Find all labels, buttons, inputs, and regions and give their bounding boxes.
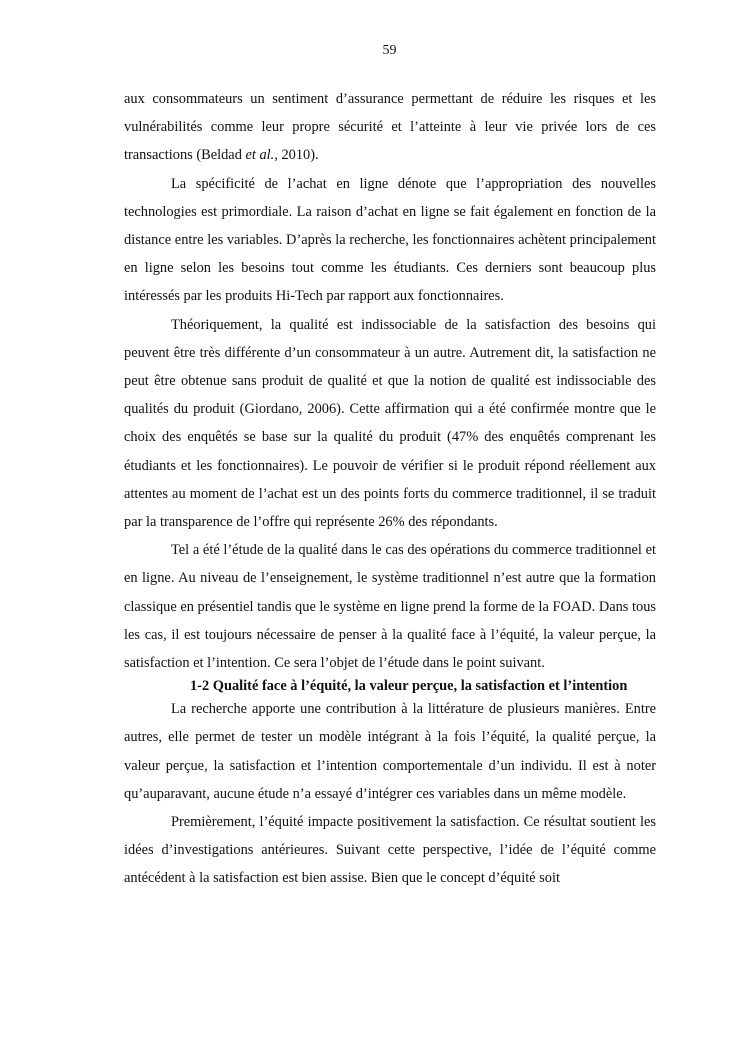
paragraph-2: La spécificité de l’achat en ligne dénote que l’appropriation des nouvelles technologies est primordiale. La raison d’achat en ligne se fait également en fonction de la distance entre les variables. D’après la recherche, les fonctionnaires achètent principalement en ligne selon les besoins tout comme les étudiants. Ces derniers sont beaucoup plus intéressés par les produits Hi-Tech par rapport aux fonctionnaires. (124, 175, 656, 305)
citation-et-al: et al. (245, 147, 275, 164)
paragraph-1 (124, 85, 656, 170)
paragraph-1-text: aux consommateurs un sentiment d’assurance permettant de réduire les risques et les vulnérabilités comme leur propre sécurité et l’atteinte à leur vie privée lors de ces transactions (Beldad (124, 91, 656, 164)
page-number: 59 (382, 43, 397, 58)
paragraph-3: Théoriquement, la qualité est indissociable de la satisfaction des besoins qui peuvent être très différente d’un consommateur à un autre. Autrement dit, la satisfaction ne peut être obtenue sans produit de qualité et que la notion de qualité est indissociable des qualités du produit (Giordano, 2006). Cette affirmation qui a été confirmée montre que le choix des enquêtés se base sur la qualité du produit (47% des enquêtés comprenant les étudiants et les fonctionnaires). Le pouvoir de vérifier si le produit répond réellement aux attentes au moment de l’achat est un des points forts du commerce traditionnel, il se traduit par la transparence de l’offre qui représente 26% des répondants. (124, 316, 656, 531)
paragraph-1-citation-year: , 2010). (274, 147, 319, 164)
body-text (124, 85, 656, 893)
section-heading: 1-2 Qualité face à l’équité, la valeur perçue, la satisfaction et l’intention (190, 678, 628, 695)
paragraph-6: Premièrement, l’équité impacte positivement la satisfaction. Ce résultat soutient les idées d’investigations antérieures. Suivant cette perspective, l’idée de l’équité comme antécédent à la satisfaction est bien assise. Bien que le concept d’équité soit (124, 814, 656, 887)
paragraph-4: Tel a été l’étude de la qualité dans le cas des opérations du commerce traditionnel et en ligne. Au niveau de l’enseignement, le système traditionnel n’est autre que la formation classique en présentiel tandis que le système en ligne prend la forme de la FOAD. Dans tous les cas, il est toujours nécessaire de penser à la qualité face à l’équité, la valeur perçue, la satisfaction et l’intention. Ce sera l’objet de l’étude dans le point suivant. (124, 542, 656, 672)
paragraph-5: La recherche apporte une contribution à la littérature de plusieurs manières. Entre autres, elle permet de tester un modèle intégrant à la fois l’équité, la qualité perçue, la valeur perçue, la satisfaction et l’intention comportementale d’un individu. Il est à noter qu’auparavant, aucune étude n’a essayé d’intégrer ces variables dans un même modèle. (124, 701, 656, 802)
